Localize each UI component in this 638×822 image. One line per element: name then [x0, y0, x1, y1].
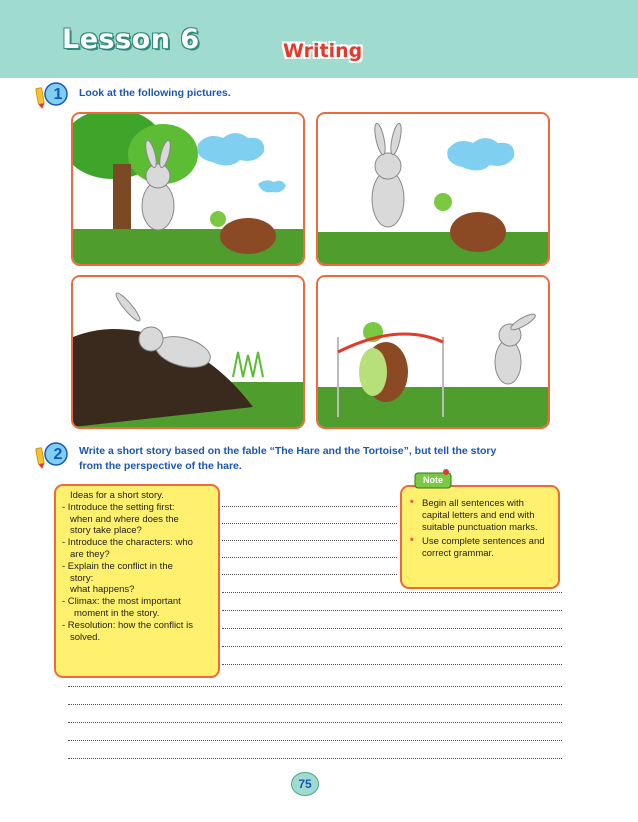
ideas-line: - Introduce the characters: who [62, 537, 193, 549]
question-2-number: 2 [53, 446, 63, 463]
writing-line[interactable] [222, 646, 562, 647]
question-1-number: 1 [53, 86, 63, 103]
ideas-box [54, 484, 220, 678]
star-icon: * [410, 536, 414, 548]
ideas-line: are they? [70, 548, 110, 560]
note-item [410, 498, 550, 533]
note-item-2-text: Use complete sentences and correct grammar. [422, 536, 545, 560]
ideas-line: when and where does the [70, 513, 179, 525]
question-2-line-1: Write a short story based on the fable “The Hare and the Tortoise”, but tell the story [79, 445, 497, 457]
ideas-line: moment in the story. [74, 607, 160, 619]
writing-line[interactable] [68, 758, 562, 759]
writing-line[interactable] [222, 628, 562, 629]
ideas-line: - Explain the conflict in the [62, 560, 173, 572]
ideas-title: Ideas for a short story. [70, 490, 164, 501]
ideas-line: story take place? [70, 525, 142, 537]
note-item [410, 536, 550, 560]
picture-hare-tortoise-tree [71, 112, 305, 266]
ideas-line: - Introduce the setting first: [62, 501, 175, 513]
writing-line[interactable] [222, 540, 397, 541]
writing-line[interactable] [222, 592, 562, 593]
writing-line[interactable] [222, 523, 397, 524]
page-number: 75 [291, 772, 319, 796]
writing-line[interactable] [222, 557, 397, 558]
writing-line[interactable] [222, 610, 562, 611]
note-tag-label: Note [423, 475, 443, 485]
question-1-instruction: Look at the following pictures. [79, 87, 231, 99]
picture-hare-tortoise-meet [316, 112, 550, 266]
star-icon: * [410, 498, 414, 509]
note-tag [414, 469, 452, 489]
picture-hare-sleeping [71, 275, 305, 429]
question-2-line-2: from the perspective of the hare. [79, 460, 242, 472]
writing-line[interactable] [68, 686, 562, 687]
writing-line[interactable] [68, 704, 562, 705]
note-box [400, 485, 560, 589]
writing-line[interactable] [222, 506, 397, 507]
ideas-line: - Climax: the most important [62, 596, 181, 608]
note-item-1-text: Begin all sentences with capital letters and end with suitable punctuation marks. [422, 498, 538, 533]
ideas-line: what happens? [70, 584, 135, 596]
picture-tortoise-wins [316, 275, 550, 429]
lesson-title: Lesson 6 [62, 24, 200, 55]
writing-line[interactable] [222, 664, 562, 665]
section-title: Writing [283, 40, 363, 62]
ideas-line: solved. [70, 631, 101, 643]
writing-line[interactable] [68, 722, 562, 723]
ideas-line: story: [70, 572, 94, 584]
writing-line[interactable] [68, 740, 562, 741]
ideas-line: - Resolution: how the conflict is [62, 619, 193, 631]
writing-line[interactable] [222, 574, 397, 575]
